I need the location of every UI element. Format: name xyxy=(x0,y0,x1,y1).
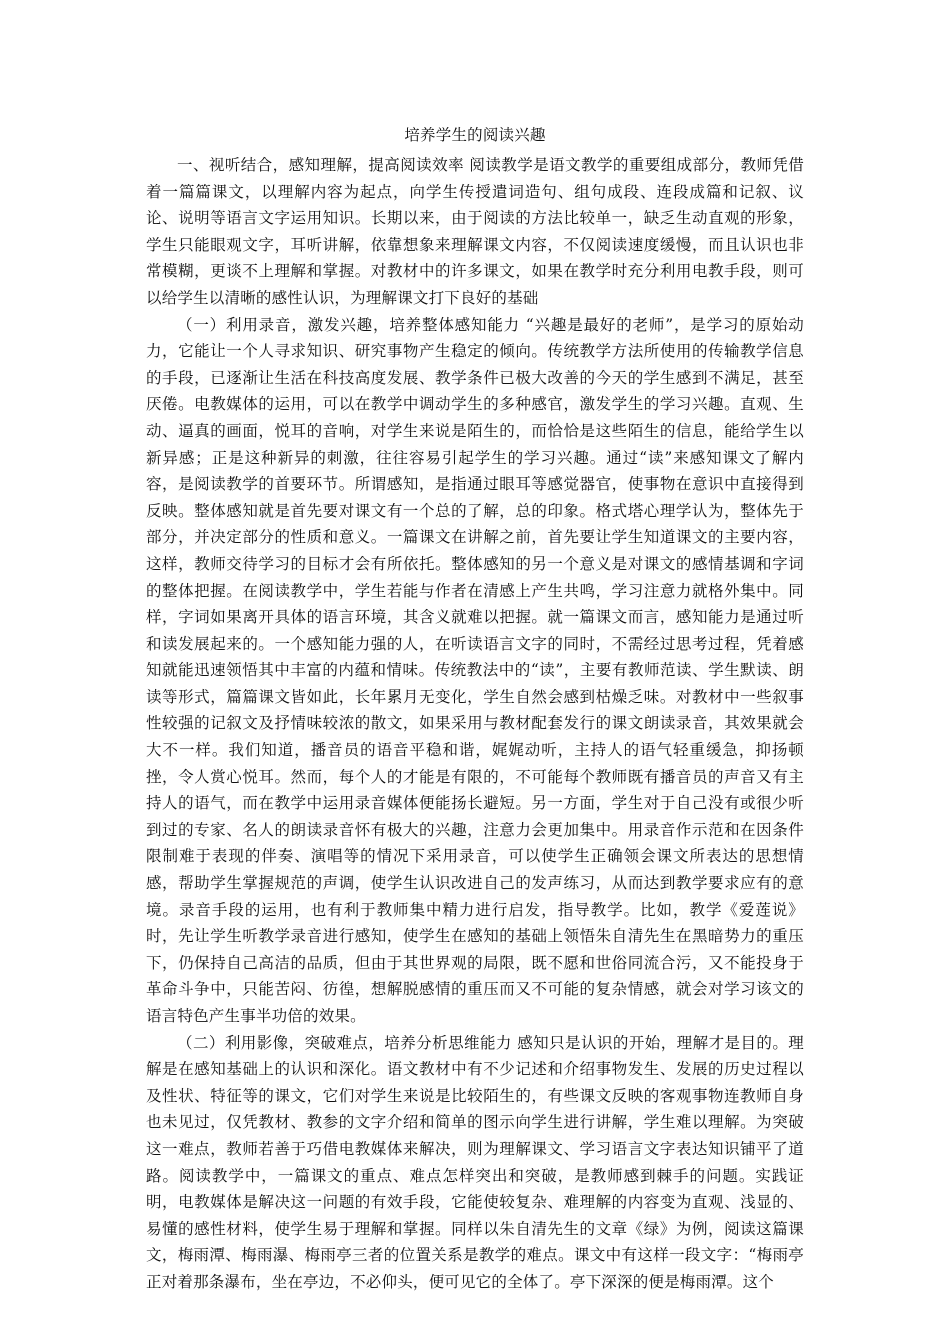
paragraph-section-one: （一）利用录音，激发兴趣，培养整体感知能力 “兴趣是最好的老师”，是学习的原始动力，它能让一个人寻求知识、研究事物产生稳定的倾向。传统教学方法所使用的传输教学信息的手段，已逐渐让生活在科技高度发展、教学条件已极大改善的今天的学生感到不满足，甚至厌倦。电教媒体的运用，可以在教学中调动学生的多种感官，激发学生的学习兴趣。直观、生动、逼真的画面，悦耳的音响，对学生来说是陌生的，而恰恰是这些陌生的信息，能给学生以新异感；正是这种新异的刺激，往往容易引起学生的学习兴趣。通过“读”来感知课文了解内容，是阅读教学的首要环节。所谓感知，是指通过眼耳等感觉器官，使事物在意识中直接得到反映。整体感知就是首先要对课文有一个总的了解，总的印象。格式塔心理学认为，整体先于部分，并决定部分的性质和意义。一篇课文在讲解之前，首先要让学生知道课文的主要内容，这样，教师交待学习的目标才会有所依托。整体感知的另一个意义是对课文的感情基调和字词的整体把握。在阅读教学中，学生若能与作者在清感上产生共鸣，学习注意力就格外集中。同样，字词如果离开具体的语言环境，其含义就难以把握。就一篇课文而言，感知能力是通过听和读发展起来的。一个感知能力强的人，在听读语言文字的同时，不需经过思考过程，凭着感知就能迅速领悟其中丰富的内蕴和情味。传统教法中的“读”，主要有教师范读、学生默读、朗读等形式，篇篇课文皆如此，长年累月无变化，学生自然会感到枯燥乏味。对教材中一些叙事性较强的记叙文及抒情味较浓的散文，如果采用与教材配套发行的课文朗读录音，其效果就会大不一样。我们知道，播音员的语音平稳和谐，娓娓动听，主持人的语气轻重缓急，抑扬顿挫，令人赏心悦耳。然而，每个人的才能是有限的，不可能每个教师既有播音员的声音又有主持人的语气，而在教学中运用录音媒体便能扬长避短。另一方面，学生对于自己没有或很少听到过的专家、名人的朗读录音怀有极大的兴趣，注意力会更加集中。用录音作示范和在因条件限制难于表现的伴奏、演唱等的情况下采用录音，可以使学生正确领会课文所表达的思想情感，帮助学生掌握规范的声调，使学生认识改进自己的发声练习，从而达到教学要求应有的意境。录音手段的运用，也有利于教师集中精力进行启发，指导教学。比如，教学《爱莲说》时，先让学生听教学录音进行感知，使学生在感知的基础上领悟朱自清先生在黑暗势力的重压下，仍保持自己高洁的品质，但由于其世界观的局限，既不愿和世俗同流合污，又不能投身于革命斗争中，只能苦闷、彷徨，想解脱感情的重压而又不可能的复杂情感，就会对学习该文的语言特色产生事半功倍的效果。 xyxy=(146,315,804,1025)
document-title: 培养学生的阅读兴趣 xyxy=(404,126,546,144)
paragraph-section-two: （二）利用影像，突破难点，培养分析思维能力 感知只是认识的开始，理解才是目的。理解是在感知基础上的认识和深化。语文教材中有不少记述和介绍事物发生、发展的历史过程以及性状、特征等的课文，它们对学生来说是比较陌生的，有些课文反映的客观事物连教师自身也未见过，仅凭教材、教参的文字介绍和简单的图示向学生进行讲解，学生难以理解。为突破这一难点，教师若善于巧借电教媒体来解决，则为理解课文、学习语言文字表达知识铺平了道路。阅读教学中，一篇课文的重点、难点怎样突出和突破，是教师感到棘手的问题。实践证明，电教媒体是解决这一问题的有效手段，它能使较复杂、难理解的内容变为直观、浅显的、易懂的感性材料，使学生易于理解和掌握。同样以朱自清先生的文章《绿》为例，阅读这篇课文，梅雨潭、梅雨瀑、梅雨亭三者的位置关系是教学的难点。课文中有这样一段文字：“梅雨亭正对着那条瀑布，坐在亭边，不必仰头，便可见它的全体了。亭下深深的便是梅雨潭。这个 xyxy=(146,1033,804,1291)
document-body xyxy=(146,118,804,1296)
paragraph-intro: 一、视听结合，感知理解，提高阅读效率 阅读教学是语文教学的重要组成部分，教师凭借着一篇篇课文，以理解内容为起点，向学生传授遣词造句、组句成段、连段成篇和记叙、议论、说明等语言文字运用知识。长期以来，由于阅读的方法比较单一，缺乏生动直观的形象，学生只能眼观文字，耳听讲解，依靠想象来理解课文内容，不仅阅读速度缓慢，而且认识也非常模糊，更谈不上理解和掌握。对教材中的许多课文，如果在教学时充分利用电教手段，则可以给学生以清晰的感性认识，为理解课文打下良好的基础 xyxy=(146,156,804,307)
